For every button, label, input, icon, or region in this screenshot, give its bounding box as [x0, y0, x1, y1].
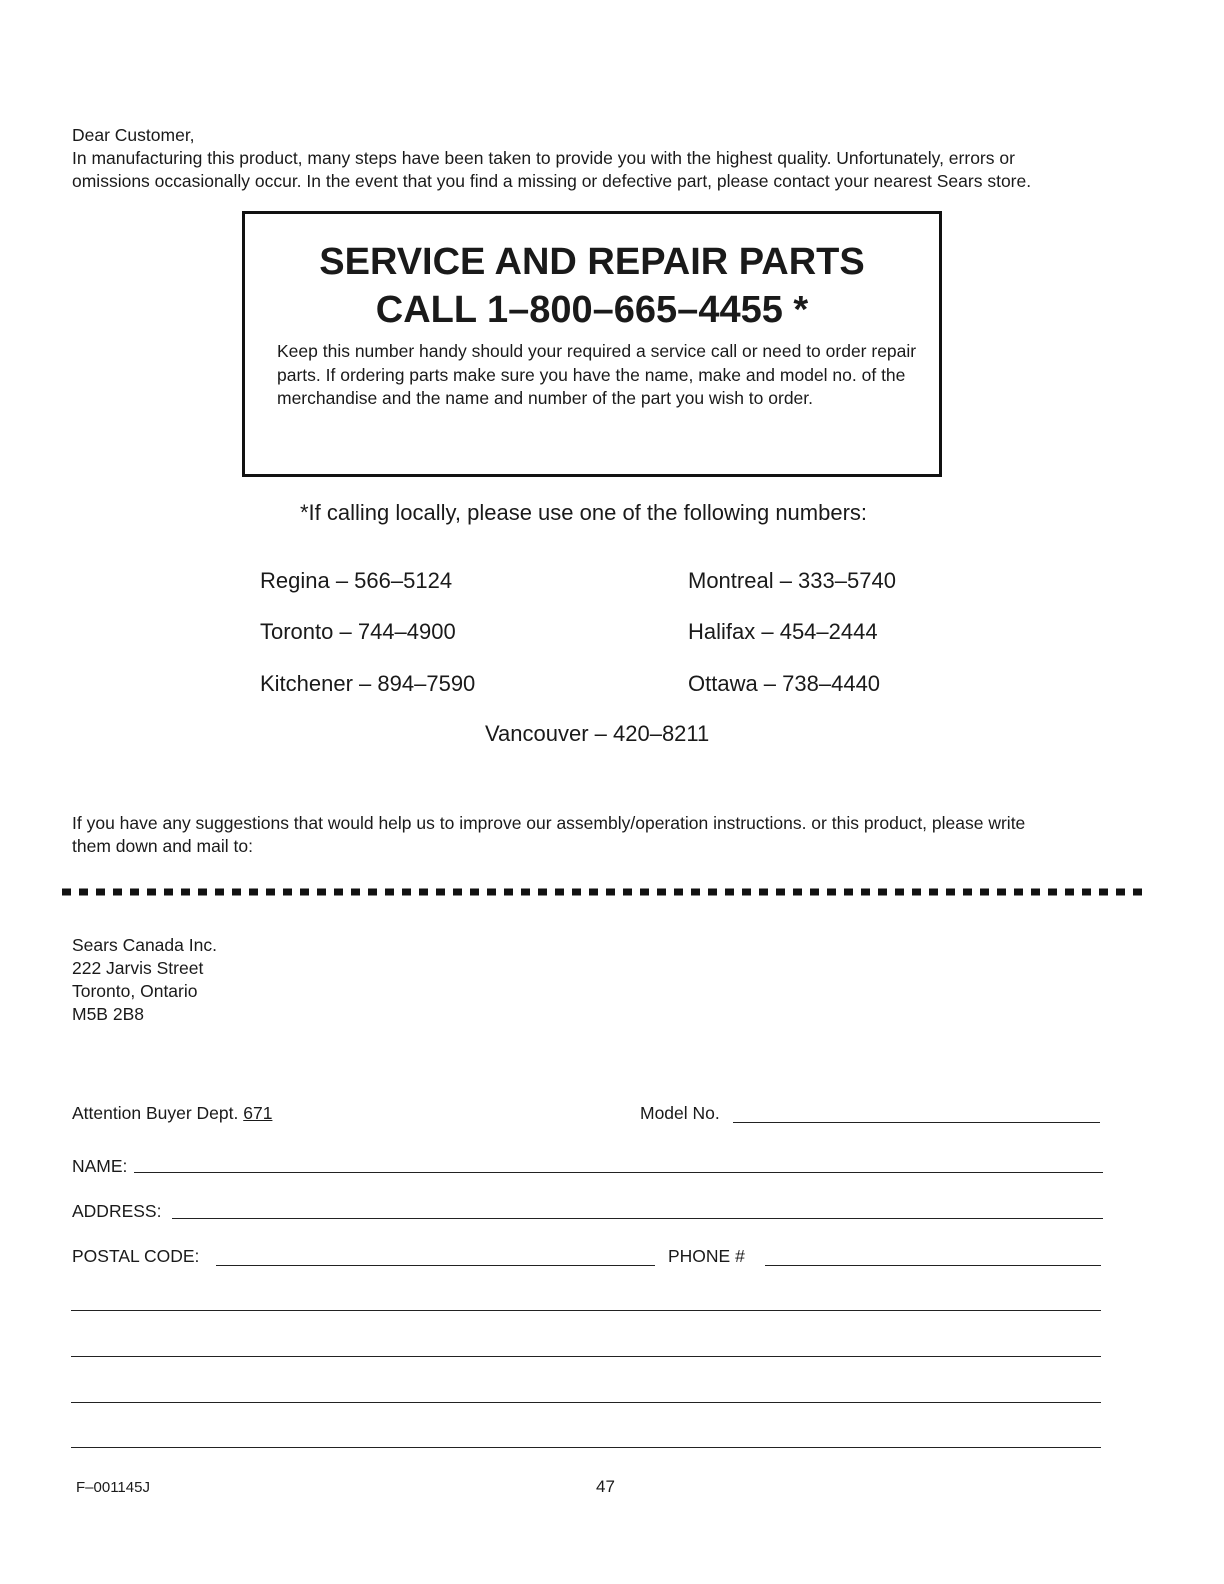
local-number-toronto: Toronto – 744–4900 — [260, 619, 456, 644]
local-number-kitchener: Kitchener – 894–7590 — [260, 671, 476, 696]
address-field[interactable] — [172, 1218, 1103, 1219]
service-box-text: Keep this number handy should your required a service call or need to order repair parts. If ordering parts make sure you have the name, make and model no. of the merchandise and the name and number of the part you wish to order. — [277, 341, 917, 408]
name-field[interactable] — [134, 1172, 1103, 1173]
local-number-vancouver: Vancouver – 420–8211 — [485, 721, 710, 746]
local-number-halifax: Halifax – 454–2444 — [688, 619, 878, 644]
service-box-heading — [245, 238, 939, 334]
address-label: ADDRESS: — [72, 1201, 162, 1221]
service-phone: CALL 1–800–665–4455 * — [375, 289, 809, 331]
service-box — [242, 211, 942, 477]
model-no-field[interactable] — [733, 1122, 1100, 1123]
address-city: Toronto, Ontario — [72, 981, 198, 1001]
local-number-montreal: Montreal – 333–5740 — [688, 568, 896, 593]
local-calling-note: *If calling locally, please use one of the following numbers: — [300, 500, 868, 525]
local-number-ottawa: Ottawa – 738–4440 — [688, 671, 881, 696]
suggestion-paragraph — [72, 812, 1152, 858]
local-number-regina: Regina – 566–5124 — [260, 568, 453, 593]
model-no-label: Model No. — [640, 1103, 720, 1123]
mailing-address — [72, 934, 217, 1026]
attention-buyer — [72, 1103, 272, 1124]
salutation: Dear Customer, — [72, 125, 195, 145]
intro-line-1: In manufacturing this product, many steps have been taken to provide you with the highest quality. Unfortunately, errors or — [72, 148, 1015, 168]
attention-label: Attention Buyer Dept. — [72, 1103, 239, 1123]
notes-line-4[interactable] — [71, 1447, 1101, 1448]
suggestion-line-2: them down and mail to: — [72, 836, 253, 856]
suggestion-line-1: If you have any suggestions that would help us to improve our assembly/operation instructions. or this product, please write — [72, 813, 1026, 833]
notes-line-3[interactable] — [71, 1402, 1101, 1403]
postal-code-field[interactable] — [216, 1265, 655, 1266]
address-company: Sears Canada Inc. — [72, 935, 217, 955]
service-title: SERVICE AND REPAIR PARTS — [319, 241, 865, 283]
name-label: NAME: — [72, 1156, 128, 1176]
page-number: 47 — [596, 1477, 615, 1496]
postal-code-label: POSTAL CODE: — [72, 1246, 200, 1266]
address-street: 222 Jarvis Street — [72, 958, 204, 978]
form-code: F–001145J — [76, 1479, 150, 1496]
phone-field[interactable] — [765, 1265, 1101, 1266]
phone-label: PHONE # — [668, 1246, 745, 1266]
intro-paragraph — [72, 124, 1152, 193]
notes-line-2[interactable] — [71, 1356, 1101, 1357]
notes-line-1[interactable] — [71, 1310, 1101, 1311]
address-postal: M5B 2B8 — [72, 1004, 144, 1024]
intro-line-2: omissions occasionally occur. In the event that you find a missing or defective part, please contact your nearest Sears store. — [72, 171, 1032, 191]
dept-number: 671 — [243, 1103, 273, 1123]
cut-line — [62, 884, 1144, 900]
